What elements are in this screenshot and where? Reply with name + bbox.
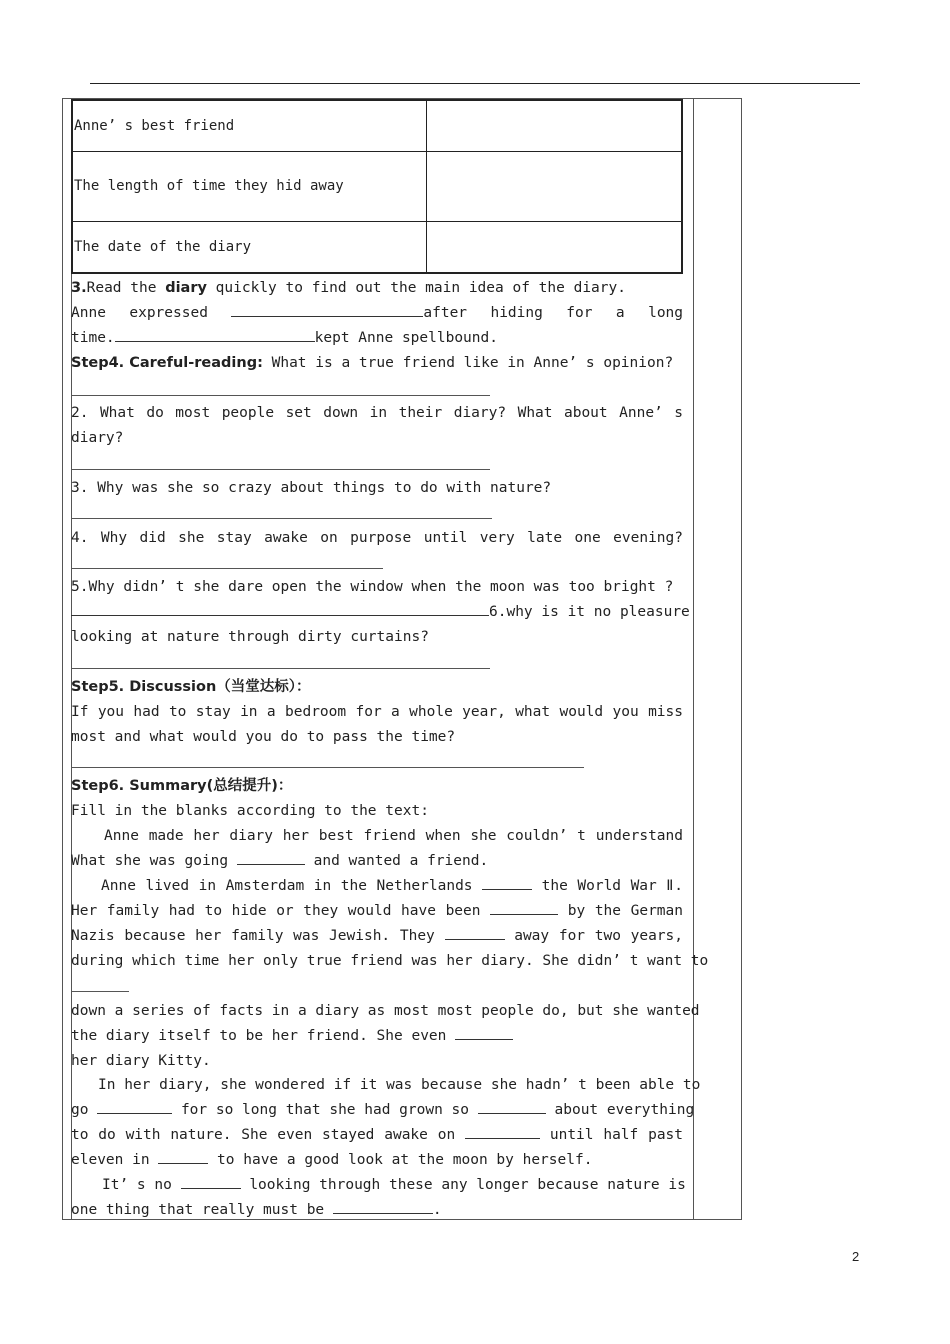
text: to have a good look at the moon by herself. — [217, 1152, 593, 1168]
text: to do with nature. She even stayed awake on — [71, 1127, 456, 1143]
fill-blank[interactable] — [97, 1099, 172, 1114]
table-row — [73, 151, 681, 222]
text: looking through these any longer because nature is — [249, 1177, 686, 1193]
text: Her family had to hide or they would have been — [71, 903, 481, 919]
step6-heading: Step6. Summary(总结提升)： — [71, 778, 293, 794]
text: It’ s no — [102, 1177, 172, 1193]
answer-line[interactable] — [71, 469, 490, 470]
answer-line[interactable] — [71, 395, 490, 396]
text: kept Anne spellbound. — [314, 330, 498, 346]
text: for so long that she had grown so — [180, 1102, 470, 1118]
text: eleven in — [71, 1152, 150, 1168]
text: after hiding for a long — [423, 305, 684, 321]
summary-line: during which time her only true friend was her diary. She didn’ t want to — [71, 953, 709, 969]
text: until half past — [549, 1127, 684, 1143]
summary-line — [101, 874, 683, 899]
text: by the German — [567, 903, 683, 919]
question-6-line — [71, 600, 690, 625]
step5-prompt-cont: most and what would you do to pass the time? — [71, 729, 456, 745]
text: time. — [71, 330, 115, 346]
question-2: 2. What do most people set down in their diary? What about Anne’ s — [71, 405, 683, 421]
step5-prompt: If you had to stay in a bedroom for a whole year, what would you miss — [71, 704, 683, 720]
summary-line: In her diary, she wondered if it was because she hadn’ t been able to — [98, 1077, 701, 1093]
question-6: 6.why is it no pleasure — [489, 604, 690, 620]
fill-blank[interactable] — [482, 875, 532, 890]
fill-blank[interactable] — [445, 925, 505, 940]
fill-blank[interactable] — [478, 1099, 546, 1114]
question-5: 5.Why didn’ t she dare open the window when the moon was too bright ? — [71, 579, 674, 595]
question-3: 3. Why was she so crazy about things to do with nature? — [71, 480, 552, 496]
summary-line: Anne made her diary her best friend when she couldn’ t understand — [104, 828, 683, 844]
text: and wanted a friend. — [313, 853, 489, 869]
summary-line — [71, 1098, 695, 1123]
task3-line2 — [71, 301, 683, 326]
answer-line[interactable] — [71, 518, 492, 519]
fill-blank[interactable] — [237, 850, 305, 865]
frame-notes-column-line — [693, 99, 694, 1219]
text: Anne lived in Amsterdam in the Netherlands — [101, 878, 473, 894]
question-2-cont: diary? — [71, 430, 124, 446]
page-number: 2 — [852, 1249, 860, 1264]
text: Nazis because her family was Jewish. They — [71, 928, 435, 944]
summary-line: down a series of facts in a diary as most most people do, but she wanted — [71, 1003, 700, 1019]
summary-line — [102, 1173, 686, 1198]
summary-line: her diary Kitty. — [71, 1053, 211, 1069]
table-cell-label: The date of the diary — [73, 221, 427, 272]
text: away for two years, — [514, 928, 684, 944]
fill-blank[interactable] — [490, 900, 558, 915]
fill-blank[interactable] — [465, 1124, 540, 1139]
question-6-cont: looking at nature through dirty curtains? — [71, 629, 429, 645]
answer-line[interactable] — [71, 767, 584, 768]
table-cell-label: The length of time they hid away — [73, 151, 427, 221]
table-cell-label: Anne’ s best friend — [73, 101, 427, 151]
step4-heading: Step4. Careful-reading: — [71, 355, 263, 371]
text: Read the — [86, 280, 166, 296]
text: What she was going — [71, 853, 229, 869]
fill-blank[interactable] — [158, 1149, 208, 1164]
task-number: 3. — [71, 280, 87, 296]
fill-blank[interactable] — [71, 991, 129, 992]
step5-heading: Step5. Discussion（当堂达标）： — [71, 679, 311, 695]
answer-line[interactable] — [71, 568, 383, 569]
fill-blank[interactable] — [115, 327, 315, 342]
summary-line — [71, 924, 683, 949]
summary-line — [71, 1148, 683, 1173]
fill-blank[interactable] — [455, 1025, 513, 1040]
summary-line — [71, 899, 683, 924]
text: the World War Ⅱ. — [541, 878, 683, 894]
table-row — [73, 221, 681, 272]
fill-blank[interactable] — [181, 1174, 241, 1189]
info-table — [71, 99, 683, 274]
task3-line — [71, 276, 683, 301]
text: Anne expressed — [71, 305, 208, 321]
text: the diary itself to be her friend. She even — [71, 1028, 447, 1044]
answer-line[interactable] — [71, 668, 490, 669]
table-row — [73, 101, 681, 152]
answer-line[interactable] — [71, 601, 489, 616]
text: one thing that really must be — [71, 1202, 325, 1218]
text: go — [71, 1102, 89, 1118]
fill-blank[interactable] — [333, 1199, 433, 1214]
bold-word: diary — [165, 280, 207, 296]
question-4: 4. Why did she stay awake on purpose until very late one evening? — [71, 530, 683, 546]
header-rule — [90, 83, 860, 84]
step6-intro: Fill in the blanks according to the text: — [71, 803, 429, 819]
question-1: What is a true friend like in Anne’ s opinion? — [262, 355, 674, 371]
summary-line — [71, 1198, 683, 1223]
summary-line — [71, 1123, 683, 1148]
step4-heading-line — [71, 351, 683, 376]
text: . — [432, 1202, 442, 1218]
fill-blank[interactable] — [231, 302, 423, 317]
summary-line — [71, 849, 683, 874]
text: about everything — [554, 1102, 695, 1118]
task3-line3 — [71, 326, 683, 351]
text: quickly to find out the main idea of the diary. — [206, 280, 626, 296]
summary-line — [71, 1024, 683, 1049]
